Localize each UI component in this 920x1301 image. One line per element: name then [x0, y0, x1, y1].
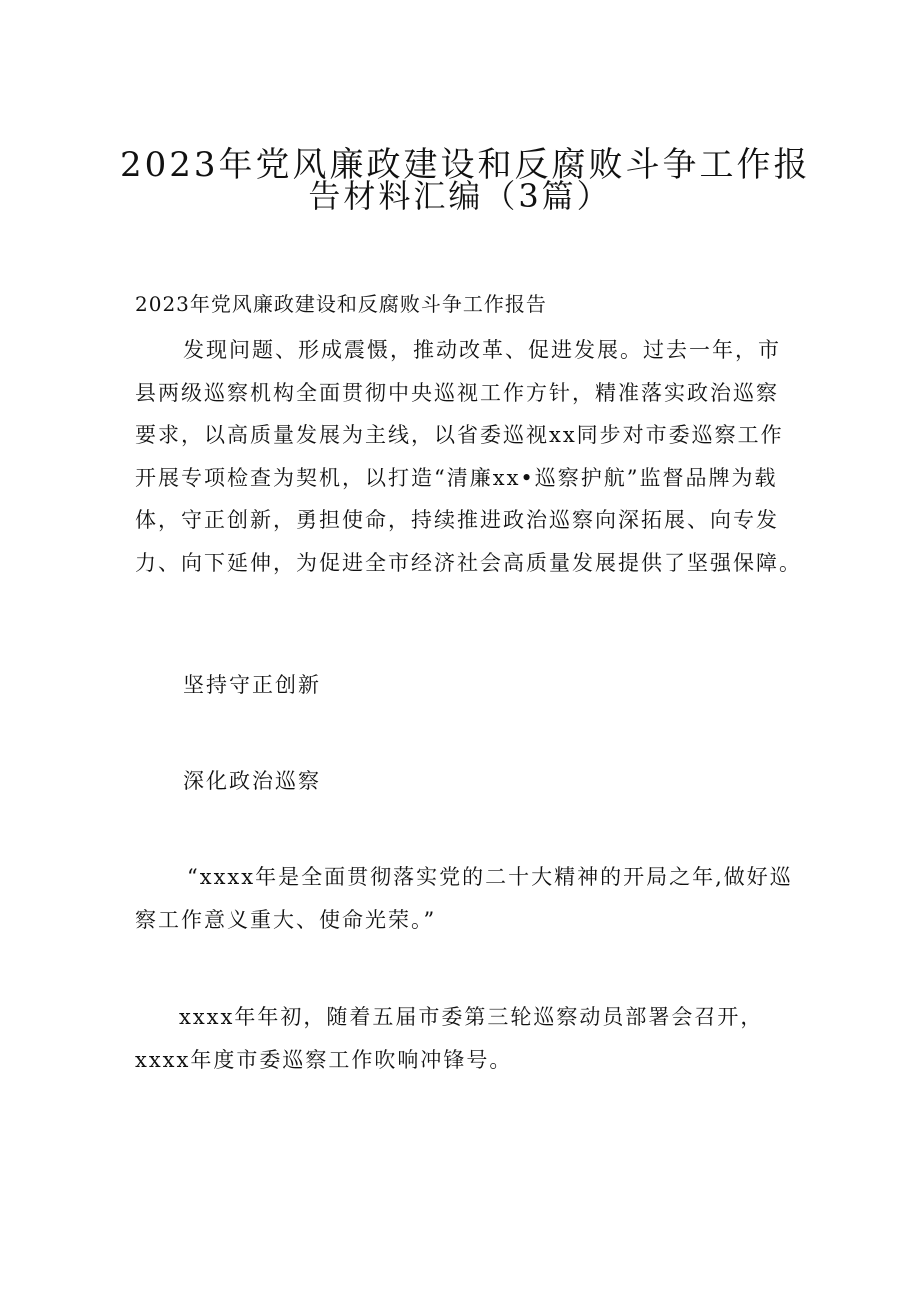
document-title-line-2: 告材料汇编（3篇）	[308, 177, 612, 215]
paragraph-1-line: 力、向下延伸，为促进全市经济社会高质量发展提供了坚强保障。	[135, 550, 802, 575]
section-heading-text: 坚持守正创新	[183, 673, 321, 697]
paragraph-1	[135, 329, 815, 584]
paragraph-3	[135, 996, 815, 1081]
paragraph-2-line: “xxxx年是全面贯彻落实党的二十大精神的开局之年,做好巡	[187, 865, 793, 889]
paragraph-2	[135, 856, 815, 941]
section-heading-text: 深化政治巡察	[183, 769, 321, 793]
paragraph-1-line: 县两级巡察机构全面贯彻中央巡视工作方针，精准落实政治巡察	[135, 380, 779, 405]
report-subheading: 2023年党风廉政建设和反腐败斗争工作报告	[135, 292, 547, 316]
paragraph-3-line: xxxx年度市委巡察工作吹响冲锋号。	[135, 1047, 513, 1072]
paragraph-1-line: 开展专项检查为契机，以打造“清廉xx•巡察护航”监督品牌为载	[135, 465, 778, 490]
section-heading-1	[183, 664, 863, 707]
section-heading-2	[183, 760, 863, 803]
paragraph-2-line: 察工作意义重大、使命光荣。”	[135, 907, 437, 932]
document-title-line-1: 2023年党风廉政建设和反腐败斗争工作报	[120, 145, 811, 185]
paragraph-1-line: 要求，以高质量发展为主线，以省委巡视xx同步对市委巡察工作	[135, 423, 784, 447]
paragraph-1-line: 体，守正创新，勇担使命，持续推进政治巡察向深拓展、向专发	[135, 508, 779, 532]
paragraph-3-line: xxxx年年初，随着五届市委第三轮巡察动员部署会召开，	[179, 1005, 764, 1029]
paragraph-1-line: 发现问题、形成震慑，推动改革、促进发展。过去一年，市	[183, 338, 781, 362]
